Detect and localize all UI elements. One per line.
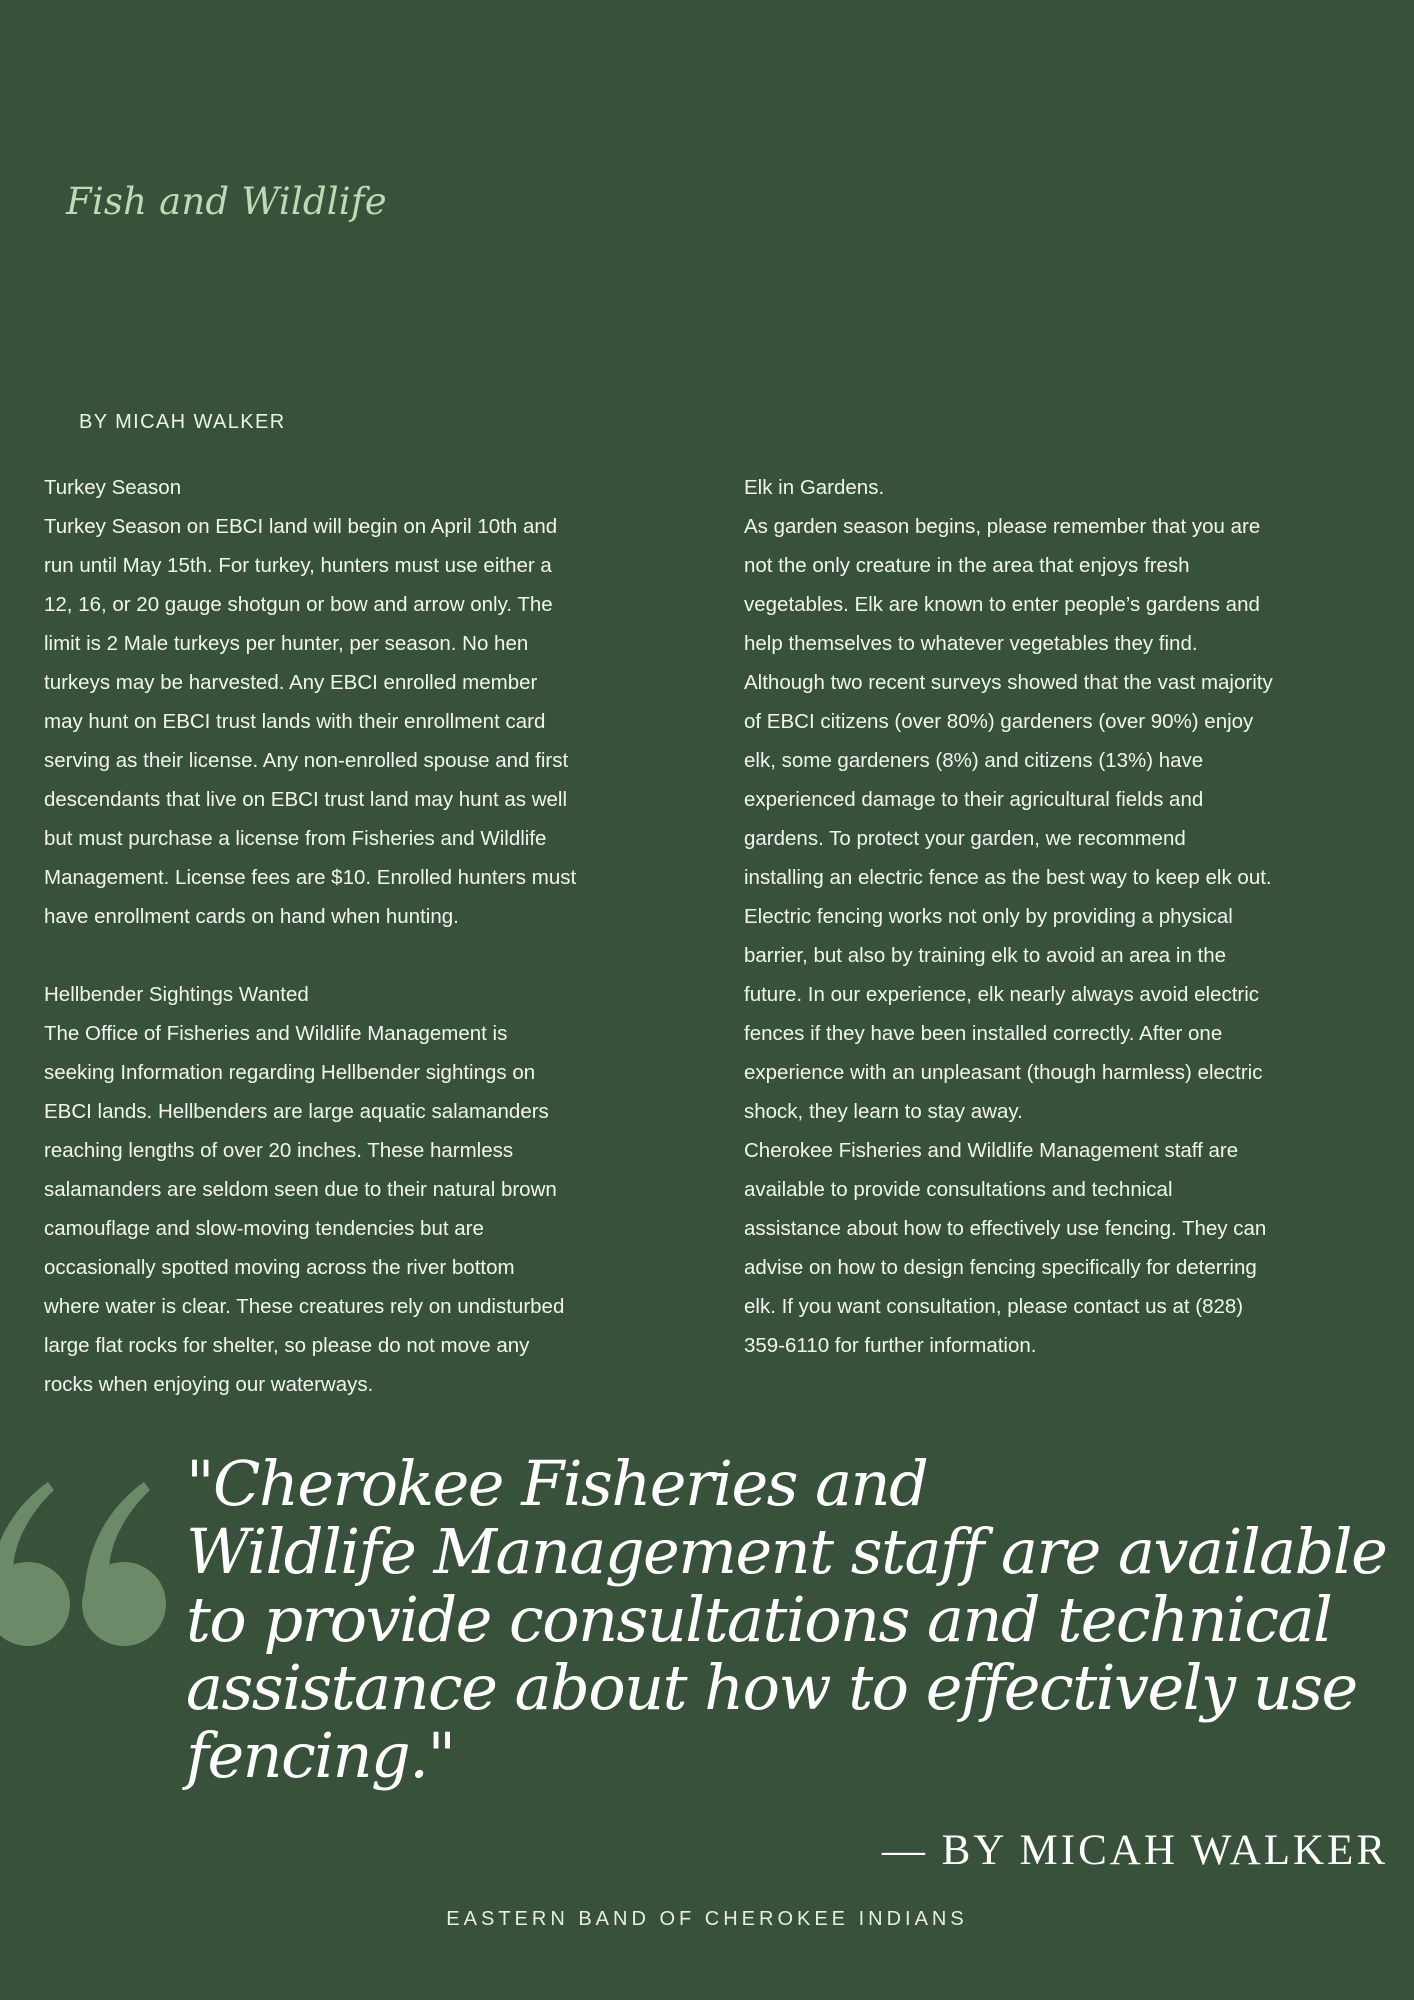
text-line: elk, some gardeners (8%) and citizens (13%) have xyxy=(744,749,1204,772)
text-line: descendants that live on EBCI trust land may hunt as well xyxy=(44,788,568,811)
pull-quote-line: fencing." xyxy=(186,1719,455,1792)
text-line: camouflage and slow-moving tendencies but are xyxy=(44,1217,484,1240)
text-line: 359-6110 for further information. xyxy=(744,1334,1037,1357)
author-byline: BY MICAH WALKER xyxy=(79,411,286,433)
text-line: assistance about how to effectively use fencing. They can xyxy=(744,1217,1267,1240)
text-line: shock, they learn to stay away. xyxy=(744,1100,1023,1123)
text-line: run until May 15th. For turkey, hunters must use either a xyxy=(44,554,552,577)
footer-organization: EASTERN BAND OF CHEROKEE INDIANS xyxy=(446,1908,968,1930)
text-line: EBCI lands. Hellbenders are large aquatic salamanders xyxy=(44,1100,549,1123)
article-elk-in-gardens xyxy=(744,468,1364,1365)
section-heading: Elk in Gardens. xyxy=(744,476,885,499)
section-body xyxy=(744,507,1364,1365)
text-line: help themselves to whatever vegetables they find. xyxy=(744,632,1198,655)
text-line: gardens. To protect your garden, we recommend xyxy=(744,827,1186,850)
page-title: Fish and Wildlife xyxy=(66,180,387,223)
section-heading: Turkey Season xyxy=(44,476,182,499)
text-line: serving as their license. Any non-enrolled spouse and first xyxy=(44,749,569,772)
text-line: of EBCI citizens (over 80%) gardeners (over 90%) enjoy xyxy=(744,710,1254,733)
text-line: but must purchase a license from Fisheries and Wildlife xyxy=(44,827,547,850)
text-line: where water is clear. These creatures rely on undisturbed xyxy=(44,1295,565,1318)
text-line: salamanders are seldom seen due to their natural brown xyxy=(44,1178,557,1201)
quotation-mark-icon xyxy=(0,1462,178,1662)
text-line: large flat rocks for shelter, so please do not move any xyxy=(44,1334,530,1357)
text-line: occasionally spotted moving across the river bottom xyxy=(44,1256,515,1279)
text-line: barrier, but also by training elk to avoid an area in the xyxy=(744,944,1227,967)
text-line: future. In our experience, elk nearly always avoid electric xyxy=(744,983,1260,1006)
text-line: rocks when enjoying our waterways. xyxy=(44,1373,374,1396)
text-line: experience with an unpleasant (though harmless) electric xyxy=(744,1061,1263,1084)
pull-quote-line: assistance about how to effectively use xyxy=(186,1651,1357,1724)
section-heading: Hellbender Sightings Wanted xyxy=(44,983,309,1006)
text-line: elk. If you want consultation, please contact us at (828) xyxy=(744,1295,1244,1318)
text-line: fences if they have been installed correctly. After one xyxy=(744,1022,1223,1045)
text-line: experienced damage to their agricultural fields and xyxy=(744,788,1204,811)
text-line: Management. License fees are $10. Enrolled hunters must xyxy=(44,866,577,889)
text-line: Turkey Season on EBCI land will begin on April 10th and xyxy=(44,515,558,538)
text-line: limit is 2 Male turkeys per hunter, per season. No hen xyxy=(44,632,529,655)
pull-quote-line: "Cherokee Fisheries and xyxy=(186,1447,928,1520)
pull-quote-line: Wildlife Management staff are available xyxy=(186,1515,1387,1588)
text-line: not the only creature in the area that enjoys fresh xyxy=(744,554,1190,577)
quote-attribution: — BY MICAH WALKER xyxy=(881,1827,1388,1874)
text-line: reaching lengths of over 20 inches. These harmless xyxy=(44,1139,514,1162)
text-line: have enrollment cards on hand when hunting. xyxy=(44,905,459,928)
text-line: vegetables. Elk are known to enter people’s gardens and xyxy=(744,593,1260,616)
pull-quote xyxy=(186,1447,1387,1792)
text-line: Although two recent surveys showed that the vast majority xyxy=(744,671,1273,694)
pull-quote-line: to provide consultations and technical xyxy=(186,1583,1332,1656)
section-spacer xyxy=(44,936,644,975)
text-line: installing an electric fence as the best way to keep elk out. xyxy=(744,866,1272,889)
section-body xyxy=(44,1014,644,1404)
text-line: Electric fencing works not only by providing a physical xyxy=(744,905,1233,928)
section-body xyxy=(44,507,644,936)
text-line: may hunt on EBCI trust lands with their enrollment card xyxy=(44,710,546,733)
text-line: advise on how to design fencing specifically for deterring xyxy=(744,1256,1257,1279)
left-column xyxy=(44,468,644,1404)
article-hellbender-sightings xyxy=(44,975,644,1404)
text-line: The Office of Fisheries and Wildlife Management is xyxy=(44,1022,508,1045)
text-line: 12, 16, or 20 gauge shotgun or bow and arrow only. The xyxy=(44,593,553,616)
text-line: available to provide consultations and technical xyxy=(744,1178,1173,1201)
text-line: turkeys may be harvested. Any EBCI enrolled member xyxy=(44,671,538,694)
article-turkey-season xyxy=(44,468,644,936)
text-line: Cherokee Fisheries and Wildlife Management staff are xyxy=(744,1139,1239,1162)
text-line: As garden season begins, please remember that you are xyxy=(744,515,1261,538)
right-column xyxy=(744,468,1364,1365)
text-line: seeking Information regarding Hellbender sightings on xyxy=(44,1061,536,1084)
